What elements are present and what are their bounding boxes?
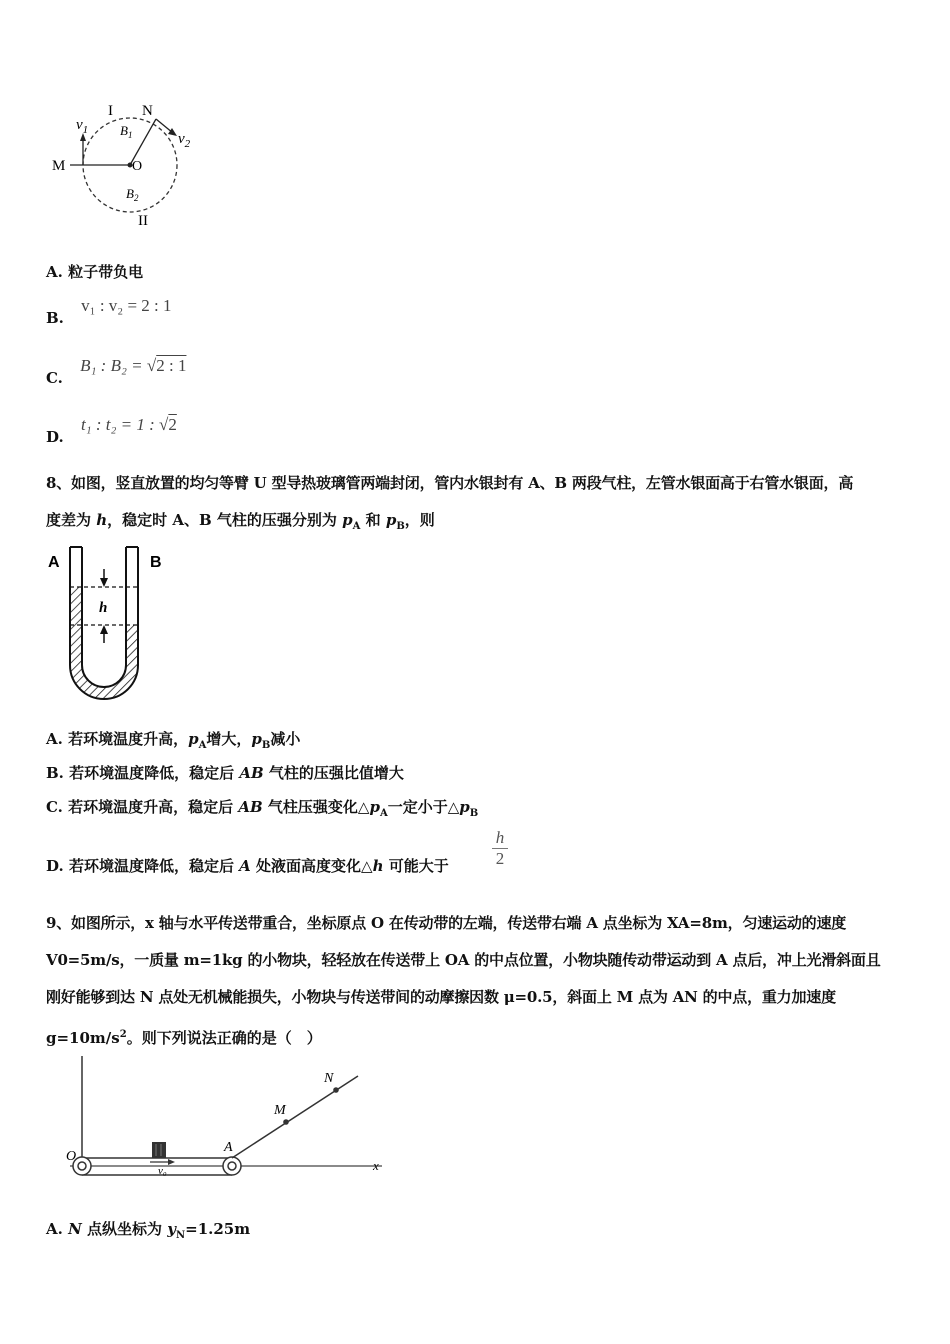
q7-option-d-label: D. [46,428,64,446]
fig-label-B: B [150,554,162,571]
fraction-denominator: 2 [495,849,505,868]
point-M [283,1119,289,1125]
q7-option-d-math-pre: t₁ : t₂ = 1 : [80,415,159,434]
q9-stem-line1: 9、如图所示，x 轴与水平传送带重合，坐标原点 O 在传动带的左端，传送带右端 A 点坐标为 XA=8m，匀速运动的速度 [46,914,847,932]
q8-stem [46,465,908,545]
down-arrow-icon [100,578,108,587]
label-B2-sub: 2 [133,193,139,203]
label-I: I [108,103,113,119]
q7-option-c[interactable] [46,356,187,387]
q8-option-a[interactable]: A. 若环境温度升高，$p_A$增大，$p_B$减小 [46,730,301,751]
q7-option-b[interactable] [46,296,172,327]
fig-label-O: O [66,1149,77,1164]
fig-label-A: A [48,554,60,571]
q9-stem-line2: V0=5m/s，一质量 m=1kg 的小物块，轻轻放在传送带上 OA 的中点位置，小物块随传动带运动到 A 点后，冲上光滑斜面且 [46,951,881,969]
label-M: M [52,158,66,174]
q7-option-b-label: B. [46,309,64,327]
q7-option-d-math-post: 2 [168,415,177,434]
label-B2: B [126,186,134,201]
point-N [333,1087,339,1093]
q7-option-a-label: A. [46,263,63,281]
label-v2-sub: 2 [184,138,191,150]
fig-label-x: x [373,1158,379,1173]
svg-text:B1 [120,123,132,140]
incline [232,1076,358,1158]
q9-stem-line4: $g=10m/s^2$。则下列说法正确的是（ ） [46,1029,322,1047]
label-N: N [142,103,153,119]
up-arrow-icon [100,625,108,634]
fig-label-h: h [99,600,108,616]
label-II: II [138,213,148,229]
q7-option-d[interactable] [46,415,177,446]
q8-option-a-label: A. [46,730,63,748]
tube-inner-wall [82,547,126,687]
figure-conveyor-incline [60,1050,400,1185]
label-O: O [132,159,143,174]
q8-option-d-fraction [492,828,508,869]
q9-stem-line3: 刚好能够到达 N 点处无机械能损失，小物块与传送带间的动摩擦因数 μ=0.5，斜面上 M 点为 AN 的中点，重力加速度 [46,988,836,1006]
block [152,1142,166,1158]
q8-option-c[interactable]: C. 若环境温度升高，稳定后 AB 气柱压强变化$\triangle p_A$一定小于$\triangle p_B$ [46,798,479,819]
fig-label-M: M [274,1103,286,1118]
label-v2: v [178,131,185,147]
q7-option-a-text: 粒子带负电 [68,263,144,281]
label-v1-sub: 1 [82,124,89,136]
q9-option-a[interactable]: A. N 点纵坐标为 $y_N=1.25m$ [46,1220,251,1241]
figure-circle-field [40,95,210,235]
q8-option-c-label: C. [46,798,63,816]
fig-label-N: N [324,1071,334,1086]
q9-stem [46,905,908,1057]
label-B1: B [120,123,128,138]
q8-option-b[interactable]: B. 若环境温度降低，稳定后 AB 气柱的压强比值增大 [46,764,404,782]
fraction-numerator: h [495,828,505,847]
sqrt-icon: √ [146,356,157,375]
svg-text:v2 [178,131,191,150]
sqrt-icon: √ [159,415,169,434]
q8-stem-line2: 度差为 h，稳定时 A、B 气柱的压强分别为 $p_A$ 和 $p_B$，则 [46,511,435,532]
figure-u-tube [44,545,174,715]
q7-option-b-math: v₁ : v₂ = 2 : 1 [81,296,172,315]
q7-option-c-math-post: 2 : 1 [156,356,187,375]
q9-option-a-label: A. [46,1220,63,1238]
q8-option-d-label: D. [46,857,64,875]
q8-stem-line1: 8、如图，竖直放置的均匀等臂 U 型导热玻璃管两端封闭，管内水银封有 A、B 两段气柱，左管水银面高于右管水银面，高 [46,474,854,492]
fig-label-A: A [224,1140,233,1155]
label-v1: v [76,117,83,133]
svg-text:B2 [126,186,139,203]
svg-text:v1 [76,117,88,136]
q7-option-c-math-pre: B₁ : B₂ = [80,356,147,375]
q7-option-a[interactable] [46,261,143,282]
q8-option-d[interactable]: D. 若环境温度降低，稳定后 A 处液面高度变化△h 可能大于 [46,857,449,875]
q7-option-c-label: C. [46,369,63,387]
q8-option-b-label: B. [46,764,64,782]
right-roller [223,1157,241,1175]
fig-label-v0: v₀ [158,1165,167,1177]
label-B1-sub: 1 [127,130,133,140]
